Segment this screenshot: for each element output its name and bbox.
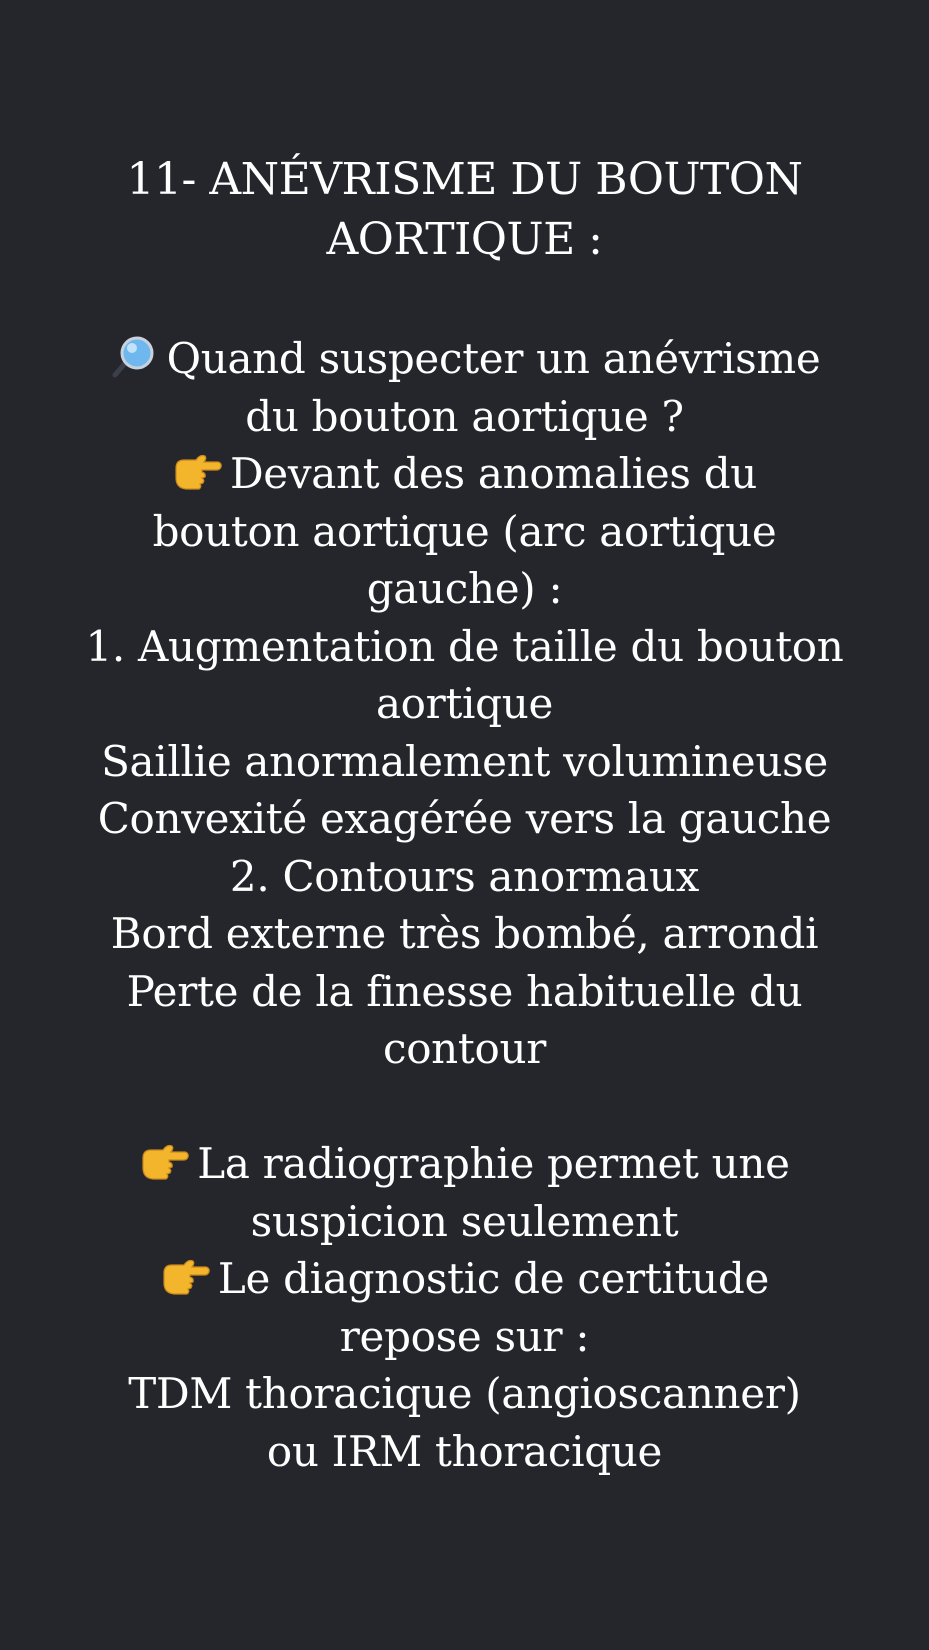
radio-text: La radiographie permet une bbox=[197, 1139, 790, 1188]
criteria-line: Bord externe très bombé, arrondi bbox=[110, 909, 819, 958]
diagnostic-line bbox=[30, 1250, 899, 1308]
pointing-right-hand-icon bbox=[139, 1140, 189, 1184]
story-title bbox=[40, 150, 889, 270]
story-body bbox=[30, 330, 899, 1480]
devant-line: gauche) : bbox=[366, 564, 563, 613]
criteria-line: 1. Augmentation de taille du bouton bbox=[85, 621, 844, 671]
criteria-line: aortique bbox=[375, 679, 554, 728]
diagnostic-line: repose sur : bbox=[339, 1311, 590, 1361]
pointing-right-hand-icon bbox=[160, 1255, 210, 1299]
criteria-line: 2. Contours anormaux bbox=[229, 851, 700, 901]
criteria-line: Perte de la finesse habituelle du bbox=[126, 966, 803, 1016]
diagnostic-line: ou IRM thoracique bbox=[266, 1426, 663, 1476]
devant-line: bouton aortique (arc aortique bbox=[152, 506, 777, 556]
devant-text: Devant des anomalies du bbox=[229, 449, 758, 498]
criteria-line: Saillie anormalement volumineuse bbox=[101, 736, 828, 786]
radio-line bbox=[30, 1135, 899, 1193]
magnifying-glass-icon bbox=[109, 335, 159, 379]
criteria-line: contour bbox=[382, 1024, 547, 1073]
criteria-line: Convexité exagérée vers la gauche bbox=[97, 794, 832, 843]
radio-line: suspicion seulement bbox=[250, 1196, 679, 1246]
diagnostic-text: Le diagnostic de certitude bbox=[217, 1254, 770, 1303]
title-line: 11- ANÉVRISME DU BOUTON bbox=[126, 154, 803, 205]
question-text: Quand suspecter un anévrisme bbox=[166, 334, 821, 383]
diagnostic-line: TDM thoracique (angioscanner) bbox=[128, 1369, 801, 1418]
devant-line bbox=[30, 445, 899, 503]
title-line: AORTIQUE : bbox=[326, 214, 603, 265]
question-line bbox=[30, 330, 899, 388]
blank-line bbox=[30, 1078, 899, 1136]
pointing-right-hand-icon bbox=[172, 450, 222, 494]
question-line: du bouton aortique ? bbox=[245, 391, 684, 441]
